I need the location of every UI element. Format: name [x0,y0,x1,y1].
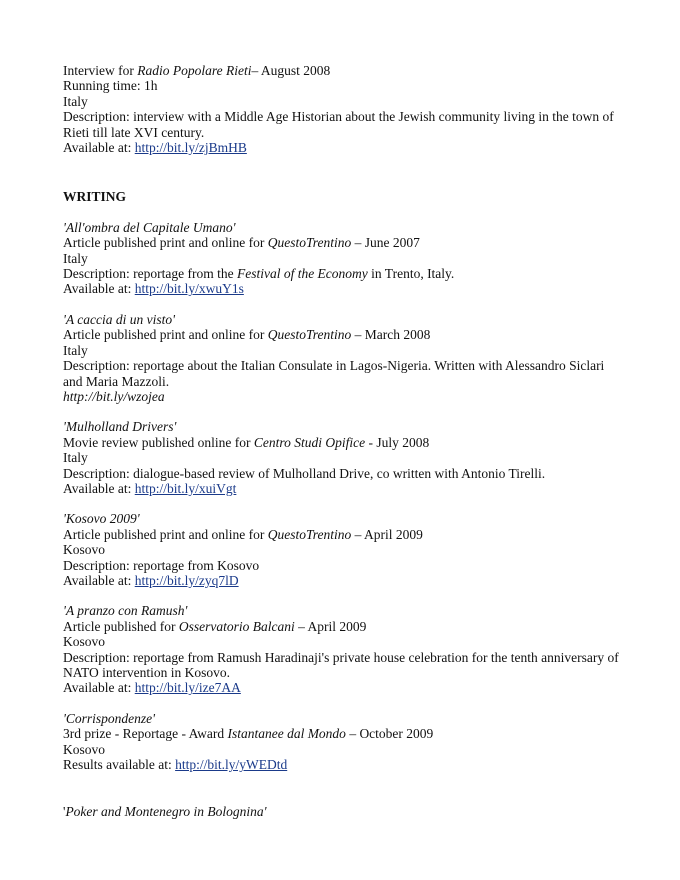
interview-entry [63,63,623,155]
entry-description: Description: reportage from Kosovo [63,557,260,573]
publication-prefix: Article published for [63,618,179,634]
interview-description: Description: interview with a Middle Age Historian about the Jewish community living in the town of Rieti till late XVI century. [63,109,614,140]
entry-availability [63,680,623,695]
publication-prefix: Article published print and online for [63,526,268,542]
writing-entry [63,804,623,819]
entry-link[interactable]: http://bit.ly/xwuY1s [134,281,244,297]
title-quote: ' [63,804,66,820]
publication-prefix: Article published print and online for [63,327,268,343]
interview-date: – August 2008 [251,63,331,78]
publication-date: – April 2009 [294,618,367,634]
publication-outlet: QuestoTrentino [267,235,352,251]
writing-entry [63,419,623,496]
interview-prefix: Interview for [63,63,138,78]
writing-entry [63,711,623,773]
publication-prefix: Article published print and online for [63,235,268,251]
available-label: Available at: [63,572,135,588]
publication-date: – October 2009 [345,726,434,742]
entry-publication [63,726,623,741]
available-label: Available at: [63,480,135,496]
available-label: Available at: [63,680,135,696]
entry-title: 'Corrispondenze' [63,710,156,726]
entry-country: Italy [63,342,88,358]
writing-entry [63,220,623,297]
entry-description: Description: reportage from Ramush Haradinaji's private house celebration for the tenth anniversary of NATO intervention in Kosovo. [63,649,619,680]
entry-title: 'A pranzo con Ramush' [63,603,188,619]
interview-country: Italy [63,93,88,109]
entry-country: Kosovo [63,741,106,757]
entry-publication [63,327,623,342]
available-label: Available at: [63,281,135,297]
publication-outlet: QuestoTrentino [267,327,352,343]
entry-publication [63,527,623,542]
entry-description [63,266,623,281]
publication-prefix: Movie review published online for [63,434,254,450]
entry-title-text: Poker and Montenegro in Bolognina' [65,804,267,820]
publication-date: – June 2007 [351,235,420,251]
entry-publication [63,235,623,250]
running-time: Running time: 1h [63,78,158,94]
interview-availability [63,140,623,155]
entry-title: 'All'ombra del Capitale Umano' [63,219,236,235]
description-prefix: Description: reportage from the [63,266,237,282]
description-suffix: in Trento, Italy. [367,266,455,282]
entry-title: 'Kosovo 2009' [63,511,140,527]
entry-description: Description: dialogue-based review of Mulholland Drive, co written with Antonio Tirelli. [63,465,546,481]
entry-country: Italy [63,450,88,466]
section-heading-writing: WRITING [63,189,127,205]
entry-country: Italy [63,250,88,266]
publication-outlet: Centro Studi Opifice [253,434,366,450]
entry-publication [63,619,623,634]
entry-link[interactable]: http://bit.ly/xuiVgt [134,480,237,496]
entry-title [63,804,623,819]
entry-link[interactable]: http://bit.ly/ize7AA [134,680,241,696]
entry-availability [63,481,623,496]
writing-entry [63,511,623,588]
entry-plain-url: http://bit.ly/wzojea [63,388,165,404]
writing-entry [63,603,623,695]
entry-link[interactable]: http://bit.ly/zyq7lD [134,572,239,588]
writing-entry [63,312,623,404]
entry-availability [63,281,623,296]
entry-availability [63,573,623,588]
entry-title: 'A caccia di un visto' [63,311,176,327]
publication-date: - July 2008 [365,434,430,450]
entry-publication [63,435,623,450]
available-label: Available at: [63,140,135,156]
interview-line [63,63,623,78]
publication-outlet: QuestoTrentino [267,526,352,542]
interview-outlet: Radio Popolare Rieti [137,63,252,78]
entry-availability [63,757,623,772]
publication-date: – March 2008 [351,327,431,343]
document-page [63,63,623,820]
publication-prefix: 3rd prize - Reportage - Award [63,726,228,742]
entry-title: 'Mulholland Drivers' [63,419,177,435]
entry-link[interactable]: http://bit.ly/yWEDtd [175,757,288,773]
entry-country: Kosovo [63,542,106,558]
description-event: Festival of the Economy [236,266,368,282]
publication-outlet: Istantanee dal Mondo [227,726,346,742]
available-label: Results available at: [63,757,176,773]
interview-link[interactable]: http://bit.ly/zjBmHB [134,140,247,156]
entry-country: Kosovo [63,634,106,650]
entry-description: Description: reportage about the Italian Consulate in Lagos-Nigeria. Written with Alessandro Siclari and Maria Mazzoli. [63,358,605,389]
publication-outlet: Osservatorio Balcani [178,618,295,634]
publication-date: – April 2009 [351,526,423,542]
